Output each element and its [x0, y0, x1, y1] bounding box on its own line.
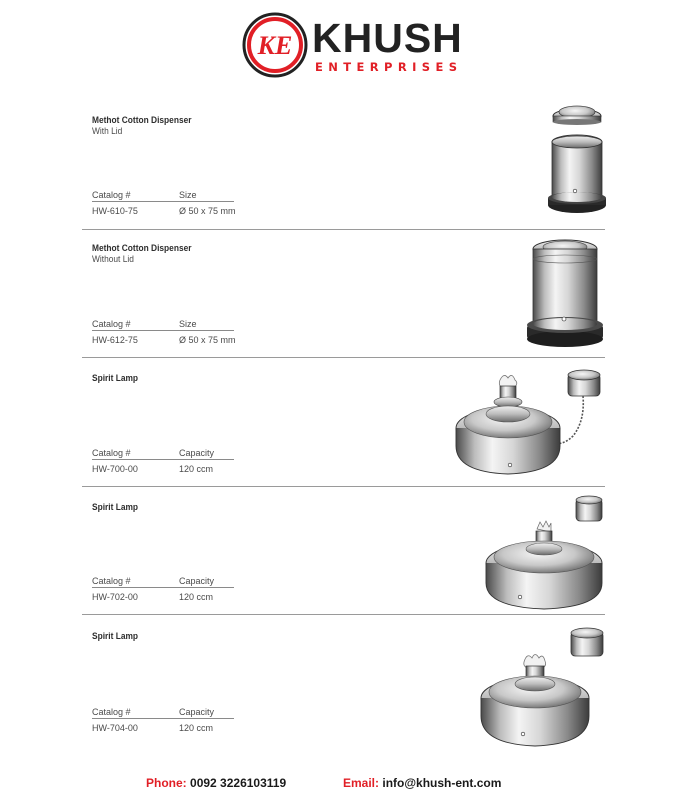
spec-label: Size: [179, 319, 197, 329]
spec-value: 120 ccm: [179, 464, 214, 474]
spirit-lamp-with-chain-cap-illustration: [455, 366, 605, 480]
spec-values: [92, 591, 234, 604]
spec-label: Capacity: [179, 707, 215, 717]
row-divider: [82, 614, 605, 615]
catalog-number: HW-700-00: [92, 464, 138, 474]
phone-label: Phone:: [146, 776, 187, 790]
row-divider: [82, 357, 605, 358]
catalog-number: HW-704-00: [92, 723, 138, 733]
brand-logo: [242, 12, 463, 76]
spec-header: [92, 189, 234, 202]
catalog-label: Catalog #: [92, 707, 131, 717]
spec-values: [92, 722, 234, 735]
email-label: Email:: [343, 776, 380, 790]
spec-values: [92, 334, 234, 347]
spec-header: [92, 318, 234, 331]
monogram-text: KE: [257, 31, 293, 60]
spec-label: Size: [179, 190, 197, 200]
spec-label: Capacity: [179, 576, 215, 586]
product-title: Spirit Lamp: [92, 373, 139, 383]
spirit-lamp-round-illustration: [478, 622, 608, 748]
product-title: Methot Cotton Dispenser: [92, 243, 192, 253]
product-title: Methot Cotton Dispenser: [92, 115, 192, 125]
catalog-label: Catalog #: [92, 448, 131, 458]
brand-tagline: ENTERPRISES: [315, 60, 463, 74]
spec-table: [92, 318, 234, 347]
catalog-label: Catalog #: [92, 190, 131, 200]
spec-table: [92, 706, 234, 735]
catalog-number: HW-612-75: [92, 335, 138, 345]
spec-value: 120 ccm: [179, 723, 214, 733]
catalog-number: HW-702-00: [92, 592, 138, 602]
spec-header: [92, 706, 234, 719]
brand-name: KHUSH: [312, 15, 463, 61]
email-contact: [343, 775, 501, 791]
row-divider: [82, 486, 605, 487]
spec-label: Capacity: [179, 448, 215, 458]
spec-values: [92, 463, 234, 476]
row-divider: [82, 229, 605, 230]
spec-header: [92, 575, 234, 588]
spec-value: 120 ccm: [179, 592, 214, 602]
cotton-dispenser-with-lid-illustration: [544, 102, 610, 222]
ke-monogram-badge: [242, 12, 308, 78]
product-title: Spirit Lamp: [92, 631, 139, 641]
spec-value: Ø 50 x 75 mm: [179, 335, 236, 345]
contact-footer: [0, 775, 689, 791]
catalog-label: Catalog #: [92, 576, 131, 586]
phone-contact: [146, 775, 286, 791]
product-subtitle: Without Lid: [92, 254, 134, 264]
spec-values: [92, 205, 234, 218]
product-subtitle: With Lid: [92, 126, 123, 136]
spec-table: [92, 447, 234, 476]
spec-table: [92, 575, 234, 604]
catalog-number: HW-610-75: [92, 206, 138, 216]
spec-header: [92, 447, 234, 460]
cotton-dispenser-without-lid-illustration: [524, 235, 606, 351]
phone-number[interactable]: 0092 3226103119: [190, 776, 287, 790]
catalog-label: Catalog #: [92, 319, 131, 329]
spec-value: Ø 50 x 75 mm: [179, 206, 236, 216]
spirit-lamp-wide-illustration: [481, 493, 607, 611]
product-title: Spirit Lamp: [92, 502, 139, 512]
email-address[interactable]: info@khush-ent.com: [382, 776, 502, 790]
spec-table: [92, 189, 234, 218]
